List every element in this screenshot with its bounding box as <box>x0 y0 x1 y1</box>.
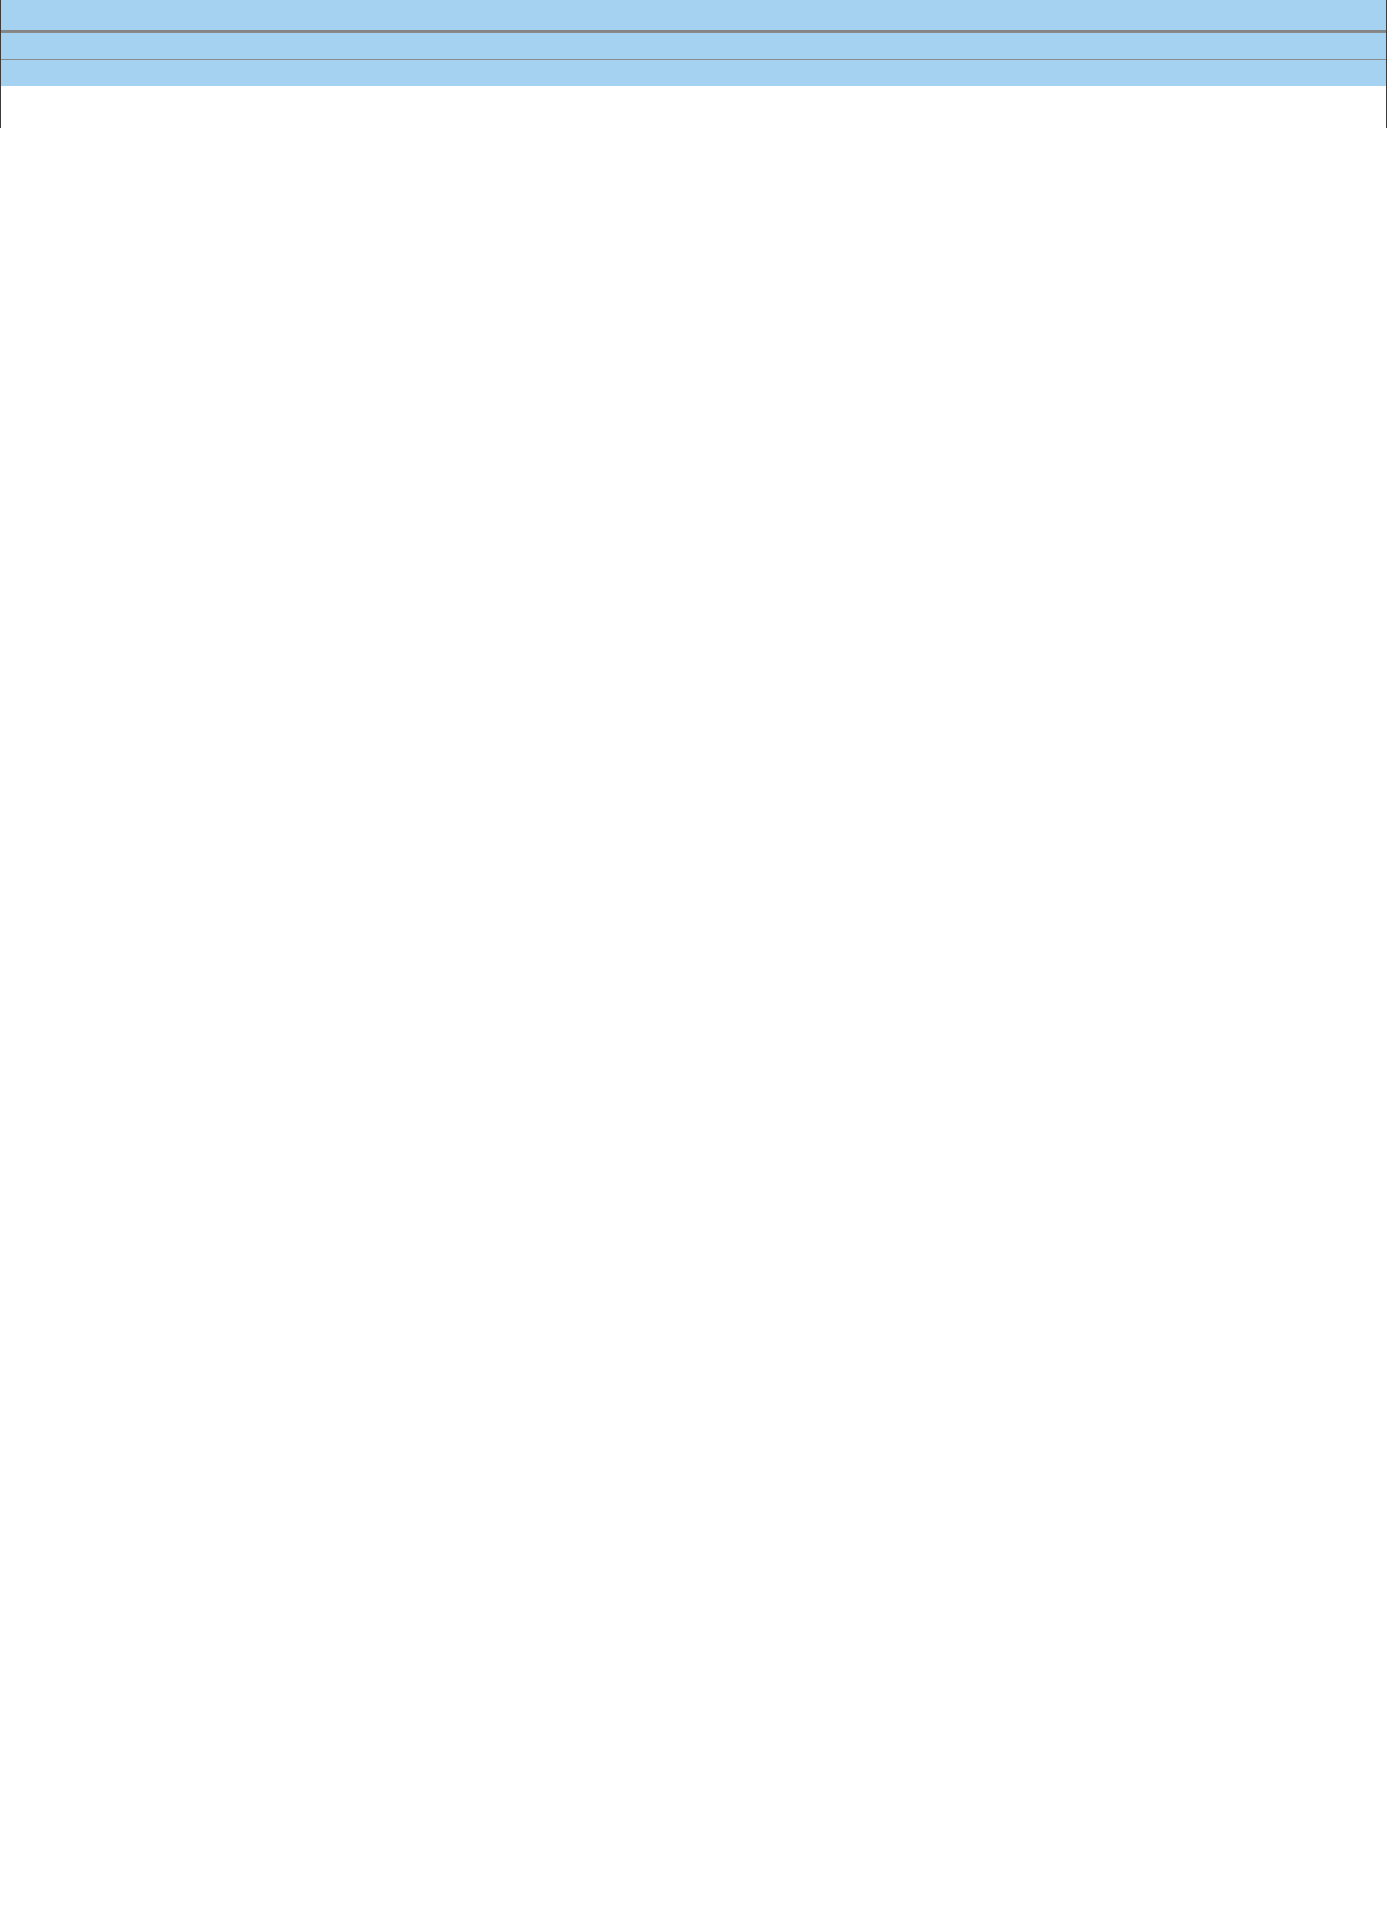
inch-section-title <box>1 59 1386 86</box>
table-footer-strip <box>1 86 1386 128</box>
cm-section-title <box>1 32 1386 59</box>
size-chart-title <box>1 0 1386 32</box>
size-chart-table <box>0 0 1387 128</box>
